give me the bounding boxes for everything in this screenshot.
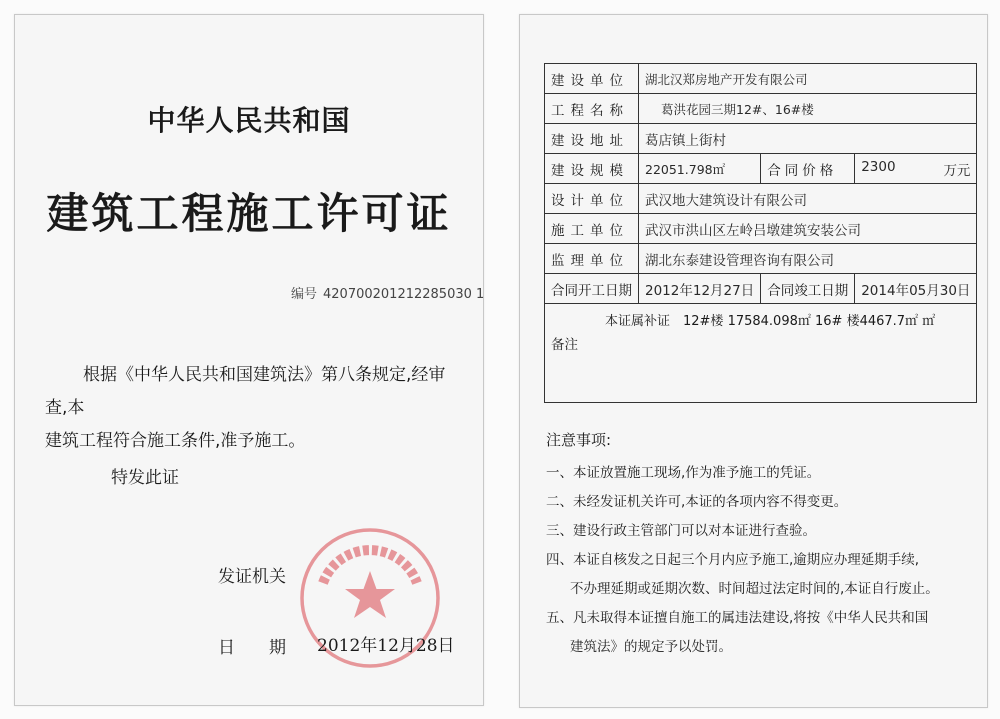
body-line-2: 建筑工程符合施工条件,准予施工。 <box>45 431 306 451</box>
end-date-value: 2014年05月30日 <box>855 274 977 304</box>
country-heading: 中华人民共和国 <box>147 104 351 137</box>
row-label: 设计单位 <box>545 184 639 214</box>
remarks-cell <box>545 304 977 403</box>
row-value: 葛店镇上街村 <box>639 124 977 154</box>
row-value: 武汉地大建筑设计有限公司 <box>639 184 977 214</box>
note-item-continued: 不办理延期或延期次数、时间超过法定时间的,本证自行废止。 <box>570 581 939 597</box>
certificate-front-page <box>14 14 484 706</box>
remarks-row <box>545 304 977 403</box>
price-label: 合同价格 <box>761 154 855 184</box>
row-label: 施工单位 <box>545 214 639 244</box>
row-label: 建设地址 <box>545 124 639 154</box>
note-item: 四、本证自核发之日起三个月内应予施工,逾期应办理延期手续, <box>546 552 920 568</box>
table-row <box>545 184 977 214</box>
table-row <box>545 94 977 124</box>
issuing-authority-label: 发证机关 <box>218 567 286 587</box>
remarks-text: 本证属补证 12#楼 17584.098㎡ 16# 楼4467.7㎡ ㎡ <box>605 314 936 329</box>
notes-list <box>546 459 976 662</box>
row-value: 湖北汉郑房地产开发有限公司 <box>639 64 977 94</box>
price-unit: 万元 <box>943 162 971 179</box>
scale-label: 建设规模 <box>545 154 639 184</box>
issue-date: 2012年12月28日 <box>317 636 455 656</box>
note-item: 三、建设行政主管部门可以对本证进行查验。 <box>546 523 816 539</box>
scale-value: 22051.798㎡ <box>639 154 761 184</box>
row-value: 武汉市洪山区左岭吕墩建筑安装公司 <box>639 214 977 244</box>
certificate-details-page <box>519 14 988 708</box>
table-row <box>545 214 977 244</box>
notes-title: 注意事项: <box>546 431 612 449</box>
date-label: 日 期 <box>218 638 286 658</box>
note-item: 二、未经发证机关许可,本证的各项内容不得变更。 <box>546 494 848 510</box>
start-date-label: 合同开工日期 <box>545 274 639 304</box>
table-row <box>545 124 977 154</box>
price-cell <box>855 154 977 184</box>
number-label: 编号 <box>291 287 318 302</box>
row-value: 葛洪花园三期12#、16#楼 <box>639 94 977 124</box>
issuance-statement: 特发此证 <box>111 468 179 488</box>
note-item: 一、本证放置施工现场,作为准予施工的凭证。 <box>546 465 821 481</box>
project-info-table <box>544 63 977 403</box>
legal-basis-text <box>45 359 465 458</box>
number-value: 420700201212285030 1 <box>323 287 485 302</box>
certificate-title: 建筑工程施工许可证 <box>46 189 452 238</box>
row-label: 监理单位 <box>545 244 639 274</box>
end-date-label: 合同竣工日期 <box>761 274 855 304</box>
note-item-continued: 建筑法》的规定予以处罚。 <box>570 639 732 655</box>
row-value: 湖北东泰建设管理咨询有限公司 <box>639 244 977 274</box>
table-row <box>545 244 977 274</box>
seal-star <box>345 571 395 618</box>
note-item: 五、凡未取得本证擅自施工的属违法建设,将按《中华人民共和国 <box>546 610 929 626</box>
table-row <box>545 154 977 184</box>
table-row <box>545 64 977 94</box>
row-label: 建设单位 <box>545 64 639 94</box>
body-line-1: 根据《中华人民共和国建筑法》第八条规定,经审查,本 <box>45 365 446 418</box>
row-label: 工程名称 <box>545 94 639 124</box>
certificate-number <box>291 283 490 302</box>
table-row <box>545 274 977 304</box>
start-date-value: 2012年12月27日 <box>639 274 761 304</box>
remarks-label: 备注 <box>551 337 578 353</box>
price-value: 2300 <box>861 158 896 175</box>
